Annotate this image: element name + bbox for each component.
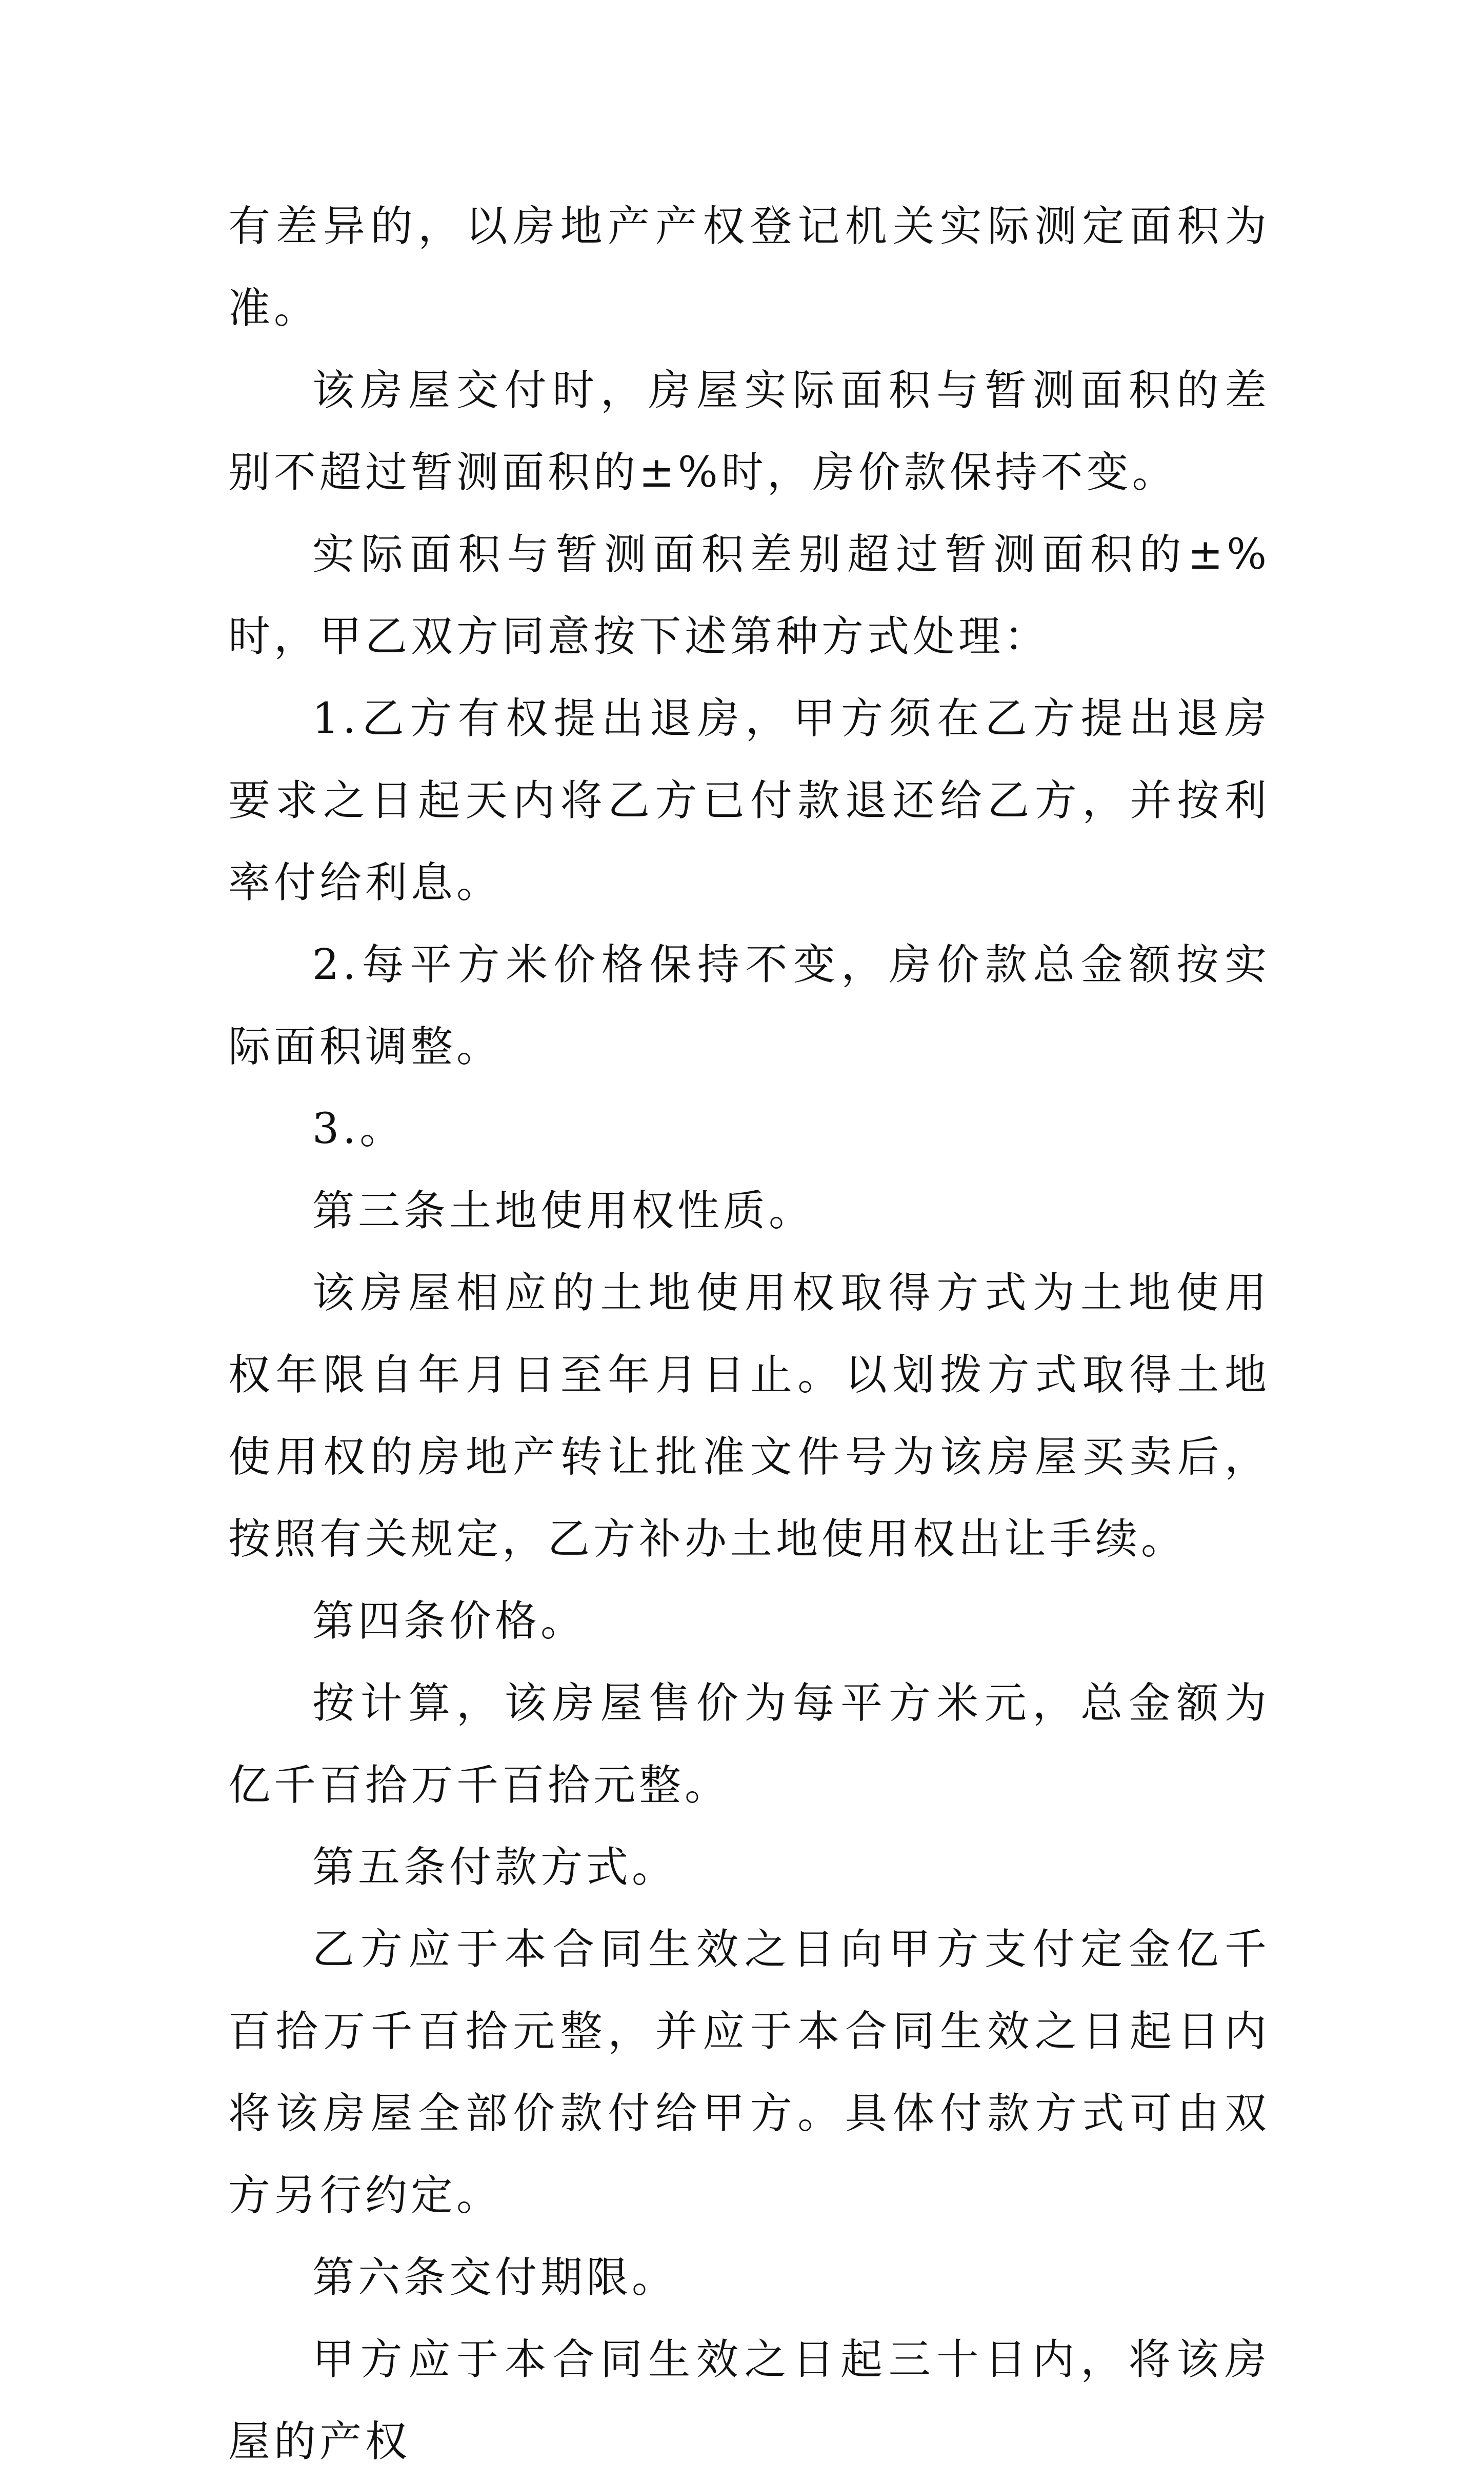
list-item-option-3: 3.。 — [312, 1105, 406, 1153]
article-6-body: 甲方应于本合同生效之日起三十日内，将该房屋的产权 — [228, 2335, 1270, 2466]
article-5-heading: 第五条付款方式。 — [312, 1843, 678, 1892]
paragraph-continuation: 有差异的，以房地产产权登记机关实际测定面积为准。 — [228, 202, 1270, 333]
article-3-body: 该房屋相应的土地使用权取得方式为土地使用权年限自年月日至年月日止。以划拨方式取得土地使用权的房地产转让批准文件号为该房屋买卖后，按照有关规定，乙方补办土地使用权出让手续。 — [228, 1269, 1270, 1564]
article-4-body: 按计算，该房屋售价为每平方米元，总金额为亿千百拾万千百拾元整。 — [228, 1679, 1270, 1810]
list-item-option-2: 2.每平方米价格保持不变，房价款总金额按实际面积调整。 — [228, 940, 1270, 1071]
paragraph-area-difference: 该房屋交付时，房屋实际面积与暂测面积的差别不超过暂测面积的±%时，房价款保持不变。 — [228, 366, 1270, 497]
article-5-body: 乙方应于本合同生效之日向甲方支付定金亿千百拾万千百拾元整，并应于本合同生效之日起日内将该房屋全部价款付给甲方。具体付款方式可由双方另行约定。 — [228, 1925, 1270, 2220]
document-body — [228, 186, 1270, 2483]
list-item-option-1: 1.乙方有权提出退房，甲方须在乙方提出退房要求之日起天内将乙方已付款退还给乙方，并按利率付给利息。 — [228, 694, 1270, 907]
article-3-heading: 第三条土地使用权性质。 — [312, 1187, 815, 1235]
article-6-heading: 第六条交付期限。 — [312, 2253, 678, 2302]
article-4-heading: 第四条价格。 — [312, 1597, 587, 1646]
paragraph-excess-difference: 实际面积与暂测面积差别超过暂测面积的±%时，甲乙双方同意按下述第种方式处理： — [228, 530, 1270, 661]
